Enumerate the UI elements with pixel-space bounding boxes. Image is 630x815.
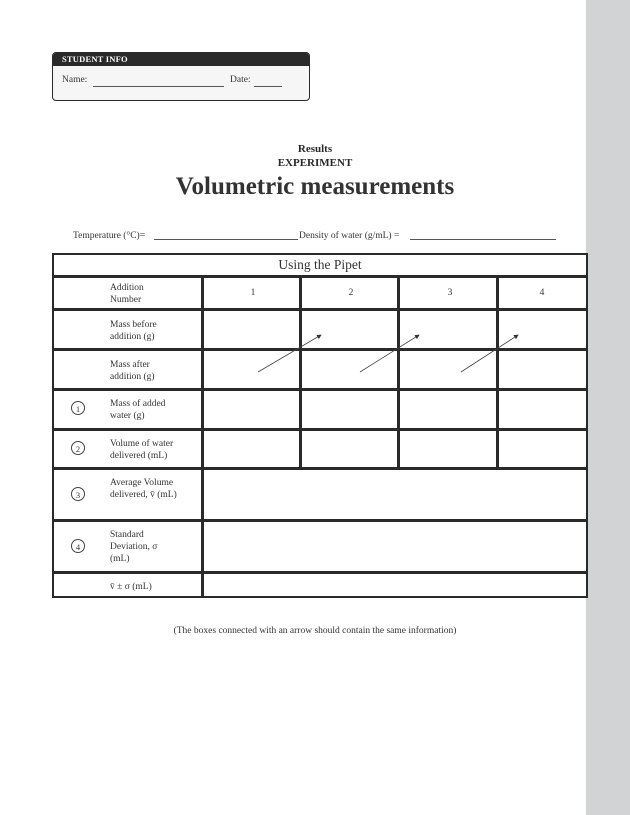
column-number-3: 3 [447, 288, 453, 298]
row-number-1: 1 [71, 401, 85, 415]
row-number-3: 3 [71, 487, 85, 501]
row-label-std-dev: Standard Deviation, σ (mL) [110, 530, 158, 564]
row-label-volume-delivered: Volume of water delivered (mL) [110, 439, 174, 461]
student-info-header: STUDENT INFO [53, 53, 309, 66]
page-title: Volumetric measurements [175, 173, 455, 200]
row-number-2: 2 [71, 441, 85, 455]
column-number-1: 1 [250, 288, 256, 298]
arrow-3-to-4 [461, 335, 518, 372]
row-label-result: v̄ ± σ (mL) [110, 582, 152, 592]
arrow-1-to-2 [258, 335, 321, 372]
temperature-label: Temperature (°C)= [73, 231, 146, 241]
row-label-mass-added: Mass of added water (g) [110, 399, 166, 421]
footnote: (The boxes connected with an arrow should contain the same information) [173, 626, 457, 636]
table-title: Using the Pipet [278, 257, 362, 272]
name-label: Name: [62, 75, 88, 85]
arrow-2-to-3 [360, 335, 419, 372]
experiment-heading: EXPERIMENT [277, 157, 353, 169]
row-number-4: 4 [71, 539, 85, 553]
row-label-mass-before: Mass before addition (g) [110, 320, 157, 342]
date-label: Date: [230, 75, 251, 85]
density-label: Density of water (g/mL) = [299, 231, 400, 241]
row-label-average-volume: Average Volume delivered, v̄ (mL) [110, 478, 177, 500]
row-label-addition-number: Addition Number [110, 283, 144, 305]
results-heading: Results [297, 143, 333, 155]
column-number-2: 2 [348, 288, 354, 298]
column-number-4: 4 [539, 288, 545, 298]
row-label-mass-after: Mass after addition (g) [110, 360, 155, 382]
